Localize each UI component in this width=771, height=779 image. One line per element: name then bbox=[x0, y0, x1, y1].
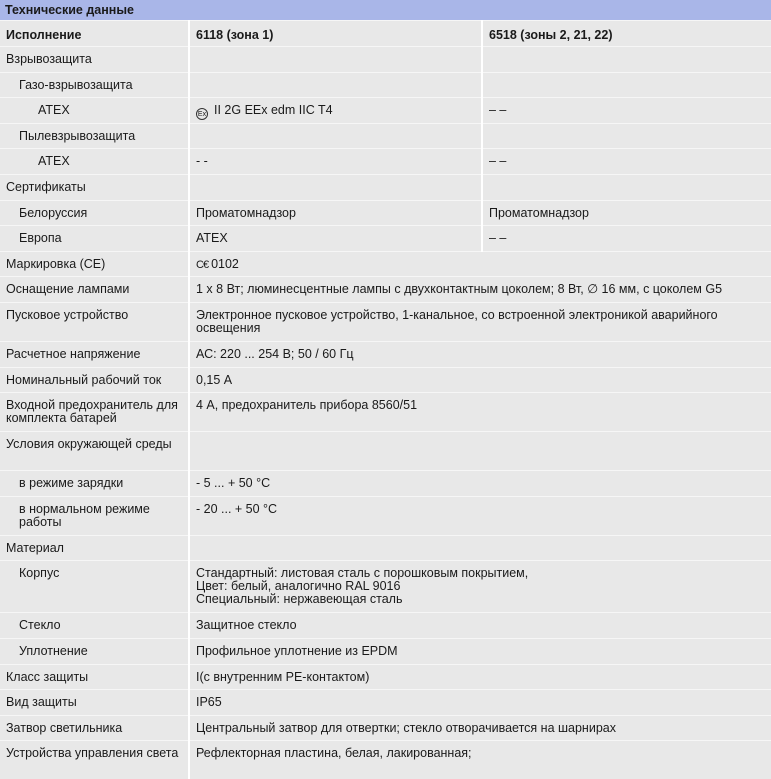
header-variant-2: 6518 (зоны 2, 21, 22) bbox=[489, 28, 613, 42]
spec-value bbox=[190, 432, 771, 438]
spec-value bbox=[190, 561, 771, 606]
spec-row bbox=[0, 561, 771, 613]
spec-value-text: 0,15 А bbox=[196, 372, 233, 387]
spec-value-text: I(с внутренним PE-контактом) bbox=[196, 669, 370, 684]
spec-value-6118 bbox=[190, 201, 481, 220]
spec-value-6118-text: - - bbox=[196, 154, 208, 169]
spec-label: Взрывозащита bbox=[6, 52, 92, 66]
spec-label: Входной предохранитель для комплекта батарей bbox=[6, 398, 178, 426]
spec-label: Маркировка (CE) bbox=[6, 256, 106, 271]
spec-row bbox=[0, 535, 771, 561]
spec-value-6118 bbox=[190, 226, 481, 245]
spec-row bbox=[0, 174, 771, 200]
spec-label: Пусковое устройство bbox=[6, 307, 129, 322]
spec-value-6518 bbox=[483, 175, 771, 181]
spec-value-text: АС: 220 ... 254 В; 50 / 60 Гц bbox=[196, 346, 354, 361]
spec-value-text: 0102 bbox=[211, 256, 239, 271]
spec-row bbox=[0, 715, 771, 741]
spec-row bbox=[0, 302, 771, 341]
spec-value-6518 bbox=[483, 98, 771, 117]
spec-label: Вид защиты bbox=[6, 695, 77, 710]
section-title: Технические данные bbox=[0, 0, 771, 20]
spec-label: ATEX bbox=[38, 103, 70, 118]
spec-label: Газо-взрывозащита bbox=[19, 77, 133, 92]
ex-mark-icon: Ex bbox=[196, 108, 208, 120]
header-variant-1: 6118 (зона 1) bbox=[196, 28, 274, 42]
spec-value bbox=[190, 303, 771, 335]
spec-label: в режиме зарядки bbox=[19, 476, 124, 491]
spec-value-text: Центральный затвор для отвертки; стекло отворачивается на шарнирах bbox=[196, 720, 616, 735]
spec-value-6518 bbox=[483, 226, 771, 245]
spec-label: Уплотнение bbox=[19, 643, 88, 658]
spec-value-text: 1 х 8 Вт; люминесцентные лампы с двухконтактным цоколем; 8 Вт, ∅ 16 мм, с цоколем G5 bbox=[196, 282, 723, 297]
spec-label: Расчетное напряжение bbox=[6, 346, 141, 361]
spec-row bbox=[0, 341, 771, 367]
spec-label: Условия окружающей среды bbox=[6, 437, 172, 452]
spec-row bbox=[0, 123, 771, 149]
spec-value bbox=[190, 716, 771, 735]
spec-value-text: IP65 bbox=[196, 695, 222, 710]
spec-value-6118 bbox=[190, 98, 481, 120]
spec-row bbox=[0, 226, 771, 252]
spec-value bbox=[190, 665, 771, 684]
spec-value-text: 4 А, предохранитель прибора 8560/51 bbox=[196, 398, 418, 413]
spec-value-6118-text: Проматомнадзор bbox=[196, 205, 296, 220]
spec-row bbox=[0, 251, 771, 277]
spec-label: Сертификаты bbox=[6, 179, 86, 194]
spec-value-6518 bbox=[483, 201, 771, 220]
spec-value bbox=[190, 342, 771, 361]
spec-value-6518 bbox=[483, 149, 771, 168]
spec-value-6118-text: ATEX bbox=[196, 231, 228, 246]
spec-label: ATEX bbox=[38, 154, 70, 169]
spec-label: Номинальный рабочий ток bbox=[6, 372, 162, 387]
spec-value-text: - 5 ... + 50 °C bbox=[196, 476, 271, 491]
header-label: Исполнение bbox=[6, 28, 82, 42]
spec-value-6518 bbox=[483, 73, 771, 79]
spec-row bbox=[0, 613, 771, 639]
spec-row bbox=[0, 393, 771, 432]
spec-value-text: Стандартный: листовая сталь с порошковым покрытием, Цвет: белый, аналогично RAL 9016 Специальный: нержавеющая сталь bbox=[196, 566, 529, 607]
spec-row bbox=[0, 200, 771, 226]
spec-row bbox=[0, 496, 771, 535]
spec-label: Белоруссия bbox=[19, 205, 88, 220]
spec-value bbox=[190, 497, 771, 516]
spec-row bbox=[0, 690, 771, 716]
spec-value-text: Рефлекторная пластина, белая, лакированная; bbox=[196, 746, 472, 761]
spec-row bbox=[0, 432, 771, 471]
spec-label: Европа bbox=[19, 231, 62, 246]
spec-label: Класс защиты bbox=[6, 669, 89, 684]
spec-value bbox=[190, 690, 771, 709]
spec-value bbox=[190, 252, 771, 272]
spec-label: Устройства управления света bbox=[6, 746, 179, 761]
spec-value-6518-text: – – bbox=[489, 103, 507, 118]
spec-row bbox=[0, 741, 771, 779]
spec-value-6118 bbox=[190, 124, 481, 130]
spec-label: Материал bbox=[6, 540, 64, 555]
spec-value-6118 bbox=[190, 175, 481, 181]
spec-value bbox=[190, 277, 771, 296]
spec-row bbox=[0, 664, 771, 690]
spec-label: Стекло bbox=[19, 618, 61, 633]
spec-row bbox=[0, 72, 771, 98]
ce-mark-icon: C€ bbox=[196, 258, 209, 271]
spec-value-text: Профильное уплотнение из EPDM bbox=[196, 643, 398, 658]
spec-table bbox=[0, 20, 771, 779]
spec-value-text: Защитное стекло bbox=[196, 618, 297, 633]
spec-value bbox=[190, 536, 771, 542]
spec-label: в нормальном режиме работы bbox=[19, 501, 150, 529]
spec-value bbox=[190, 471, 771, 490]
spec-value-6118 bbox=[190, 149, 481, 168]
spec-value-6118-text: II 2G EEx edm IIC T4 bbox=[214, 103, 333, 118]
spec-row bbox=[0, 149, 771, 175]
spec-value-6518-text: – – bbox=[489, 231, 507, 246]
spec-row bbox=[0, 98, 771, 124]
spec-value-text: - 20 ... + 50 °C bbox=[196, 501, 278, 516]
spec-value bbox=[190, 613, 771, 632]
spec-label: Корпус bbox=[19, 566, 60, 581]
spec-value-text: Электронное пусковое устройство, 1-канальное, со встроенной электроникой аварийного освещения bbox=[196, 307, 718, 335]
spec-value-6518 bbox=[483, 47, 771, 53]
spec-row bbox=[0, 471, 771, 497]
spec-value bbox=[190, 639, 771, 658]
spec-value-6518 bbox=[483, 124, 771, 130]
header-row bbox=[0, 21, 771, 47]
spec-value-6518-text: Проматомнадзор bbox=[489, 205, 589, 220]
spec-row bbox=[0, 367, 771, 393]
spec-row bbox=[0, 277, 771, 303]
spec-row bbox=[0, 638, 771, 664]
spec-value bbox=[190, 741, 771, 760]
spec-value bbox=[190, 368, 771, 387]
spec-row bbox=[0, 47, 771, 73]
spec-label: Затвор светильника bbox=[6, 720, 123, 735]
spec-value bbox=[190, 393, 771, 412]
spec-value-6118 bbox=[190, 47, 481, 53]
spec-value-6518-text: – – bbox=[489, 154, 507, 169]
spec-label: Пылевзрывозащита bbox=[19, 128, 136, 143]
spec-value-6118 bbox=[190, 73, 481, 79]
spec-label: Оснащение лампами bbox=[6, 282, 130, 297]
